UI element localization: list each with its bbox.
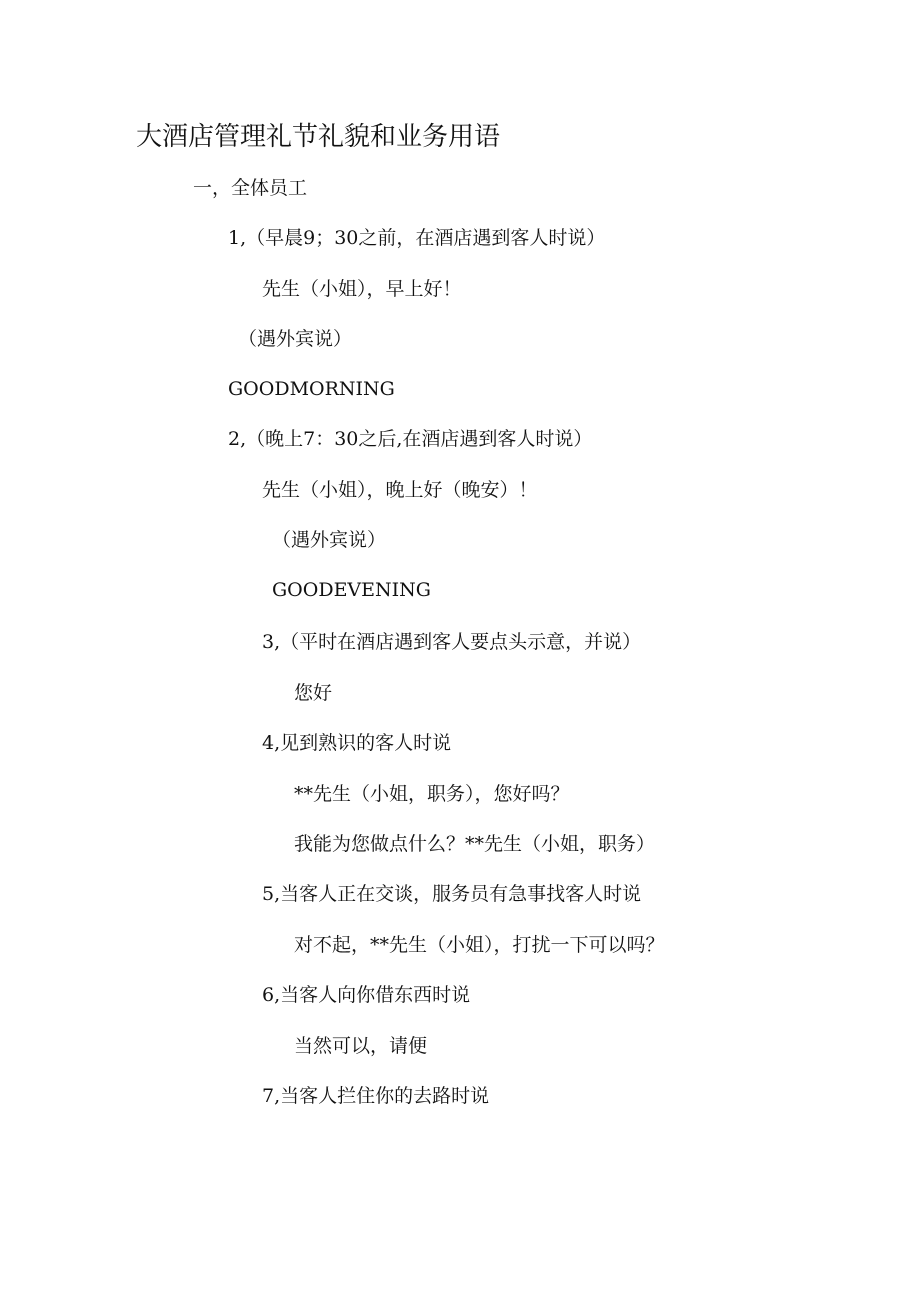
item-5-phrase: 对不起，**先生（小姐），打扰一下可以吗？ — [294, 934, 665, 956]
item-7-heading: 7,当客人拦住你的去路时说 — [262, 1085, 490, 1107]
item-1-heading: 1,（早晨9；30之前，在酒店遇到客人时说） — [228, 227, 606, 249]
item-3-phrase: 您好 — [294, 682, 333, 704]
item-2-foreign-note: （遇外宾说） — [272, 529, 387, 551]
item-2-english-phrase: GOODEVENING — [272, 579, 431, 601]
item-6-phrase: 当然可以，请便 — [294, 1035, 428, 1057]
item-2-heading: 2,（晚上7：30之后,在酒店遇到客人时说） — [228, 428, 593, 450]
item-1-phrase: 先生（小姐），早上好！ — [262, 278, 462, 300]
item-1-foreign-note: （遇外宾说） — [238, 328, 353, 350]
item-2-phrase: 先生（小姐），晚上好（晚安）！ — [262, 479, 538, 501]
item-4-heading: 4,见到熟识的客人时说 — [262, 732, 452, 754]
item-1-english-phrase: GOODMORNING — [228, 378, 395, 400]
document-title: 大酒店管理礼节礼貌和业务用语 — [136, 122, 501, 152]
item-4-phrase-1: **先生（小姐，职务），您好吗？ — [294, 783, 570, 805]
item-6-heading: 6,当客人向你借东西时说 — [262, 984, 471, 1006]
item-5-heading: 5,当客人正在交谈，服务员有急事找客人时说 — [262, 883, 642, 905]
item-3-heading: 3,（平时在酒店遇到客人要点头示意，并说） — [262, 631, 642, 653]
section-heading: 一，全体员工 — [193, 177, 308, 199]
item-4-phrase-2: 我能为您做点什么？**先生（小姐，职务） — [294, 833, 656, 855]
